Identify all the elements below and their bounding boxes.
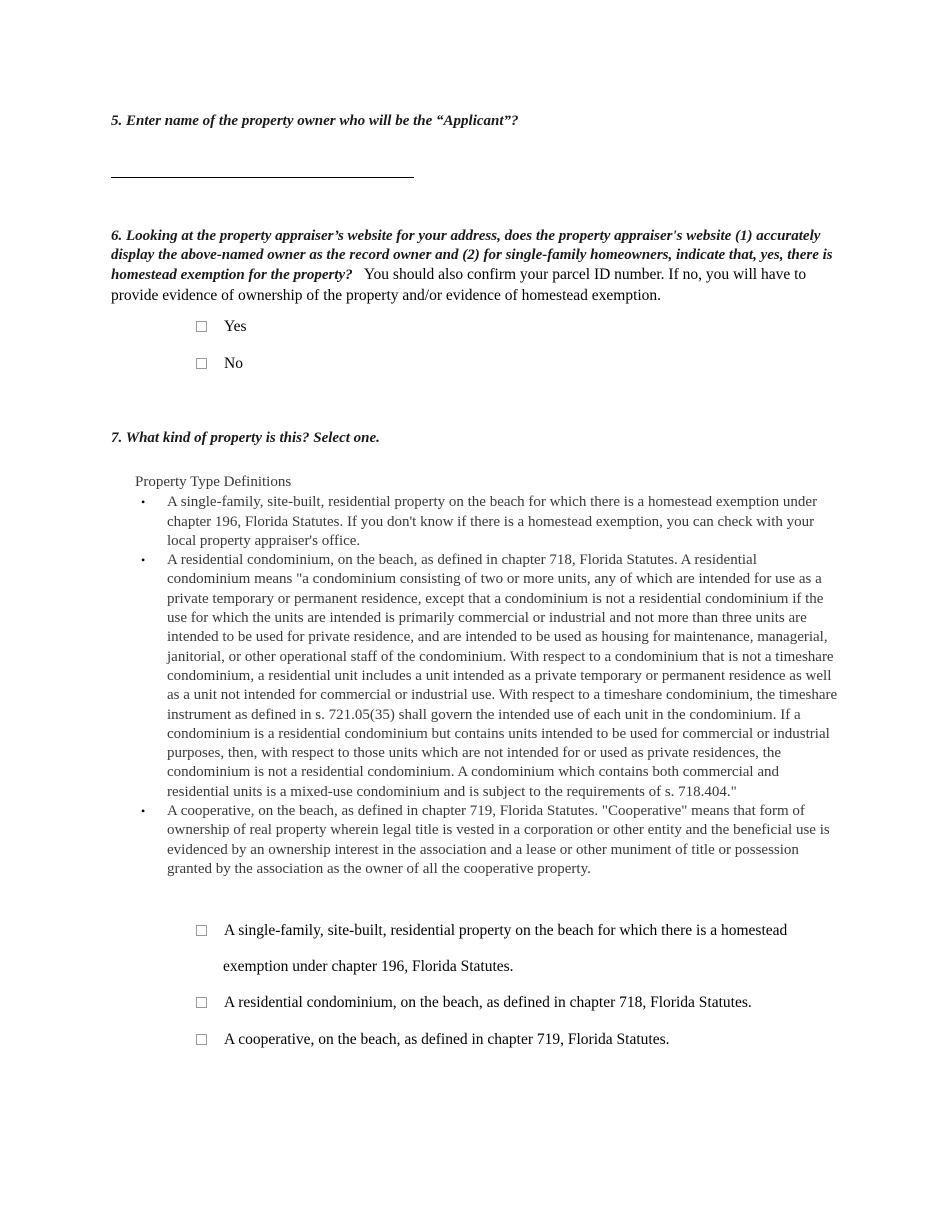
yes-checkbox[interactable] — [196, 321, 207, 332]
option-yes-label: Yes — [224, 318, 247, 335]
option-no-label: No — [224, 355, 243, 372]
question-5-heading: 5. Enter name of the property owner who will be the “Applicant”? — [111, 113, 519, 129]
bullet-icon: • — [141, 553, 146, 568]
question-6 — [111, 227, 839, 306]
option-single-family-label-2: exemption under chapter 196, Florida Statutes. — [223, 958, 514, 975]
definition-item — [135, 551, 841, 802]
definition-condominium: A residential condominium, on the beach, as defined in chapter 718, Florida Statutes. A residential condominium means "a condominium consisting of two or more units, any of which are intended for use as a private temporary or permanent residence, except that a condominium is not a residential condominium if the use for which the units are intended is primarily commercial or industrial and not more than three units are intended to be used for private residence, and are intended to be used as housing for maintenance, managerial, janitorial, or other operational staff of the condominium. With respect to a condominium that is not a timeshare condominium, a residential unit includes a unit intended as a private temporary or permanent residence as well as a unit not intended for commercial or industrial use. With respect to a timeshare condominium, the timeshare instrument as defined in s. 721.05(35) shall govern the intended use of each unit in the condominium. If a condominium is a residential condominium but contains units intended to be used for commercial or industrial purposes, then, with respect to those units which are not intended for or used as private residences, the condominium is not a residential condominium. A condominium which contains both commercial and residential units is a mixed-use condominium and is subject to the requirements of s. 718.404." — [167, 552, 838, 800]
option-single-family[interactable] — [196, 921, 816, 976]
option-cooperative-label: A cooperative, on the beach, as defined in chapter 719, Florida Statutes. — [224, 1031, 670, 1048]
bullet-icon: • — [141, 804, 146, 819]
definitions-list — [135, 493, 841, 879]
condominium-checkbox[interactable] — [196, 997, 207, 1008]
question-6-note: You should also confirm your parcel ID number. If no, you will have to provide evidence of ownership of the property and/or evidence of homestead exemption. — [111, 266, 807, 304]
definition-item — [135, 802, 841, 879]
option-condominium[interactable] — [196, 993, 752, 1012]
definition-item — [135, 493, 841, 551]
cooperative-checkbox[interactable] — [196, 1034, 207, 1045]
option-single-family-label-1: A single-family, site-built, residential property on the beach for which there is a homestead — [224, 922, 788, 939]
option-condominium-label: A residential condominium, on the beach, as defined in chapter 718, Florida Statutes. — [224, 994, 752, 1011]
option-no[interactable] — [196, 354, 243, 373]
no-checkbox[interactable] — [196, 358, 207, 369]
definition-single-family: A single-family, site-built, residential property on the beach for which there is a homestead exemption under chapter 196, Florida Statutes. If you don't know if there is a homestead exemption, you can check with your local property appraiser's office. — [167, 494, 818, 549]
property-type-definitions — [135, 473, 841, 879]
single-family-checkbox[interactable] — [196, 925, 207, 936]
question-6-heading: 6. Looking at the property appraiser’s website for your address, does the property appraiser's website (1) accurately display the above-named owner as the record owner and (2) for single-family homeowners, indicate that, yes, there is homestead exemption for the property? — [111, 228, 833, 284]
option-cooperative[interactable] — [196, 1030, 670, 1049]
bullet-icon: • — [141, 495, 146, 510]
question-7-heading: 7. What kind of property is this? Select one. — [111, 430, 380, 446]
definition-cooperative: A cooperative, on the beach, as defined in chapter 719, Florida Statutes. "Cooperative" means that form of ownership of real property wherein legal title is vested in a corporation or other entity and the beneficial use is evidenced by an ownership interest in the association and a lease or other muniment of title or possession granted by the association as the owner of all the cooperative property. — [167, 803, 830, 877]
definitions-title: Property Type Definitions — [135, 474, 292, 490]
option-yes[interactable] — [196, 317, 247, 336]
applicant-name-line[interactable] — [111, 177, 414, 178]
